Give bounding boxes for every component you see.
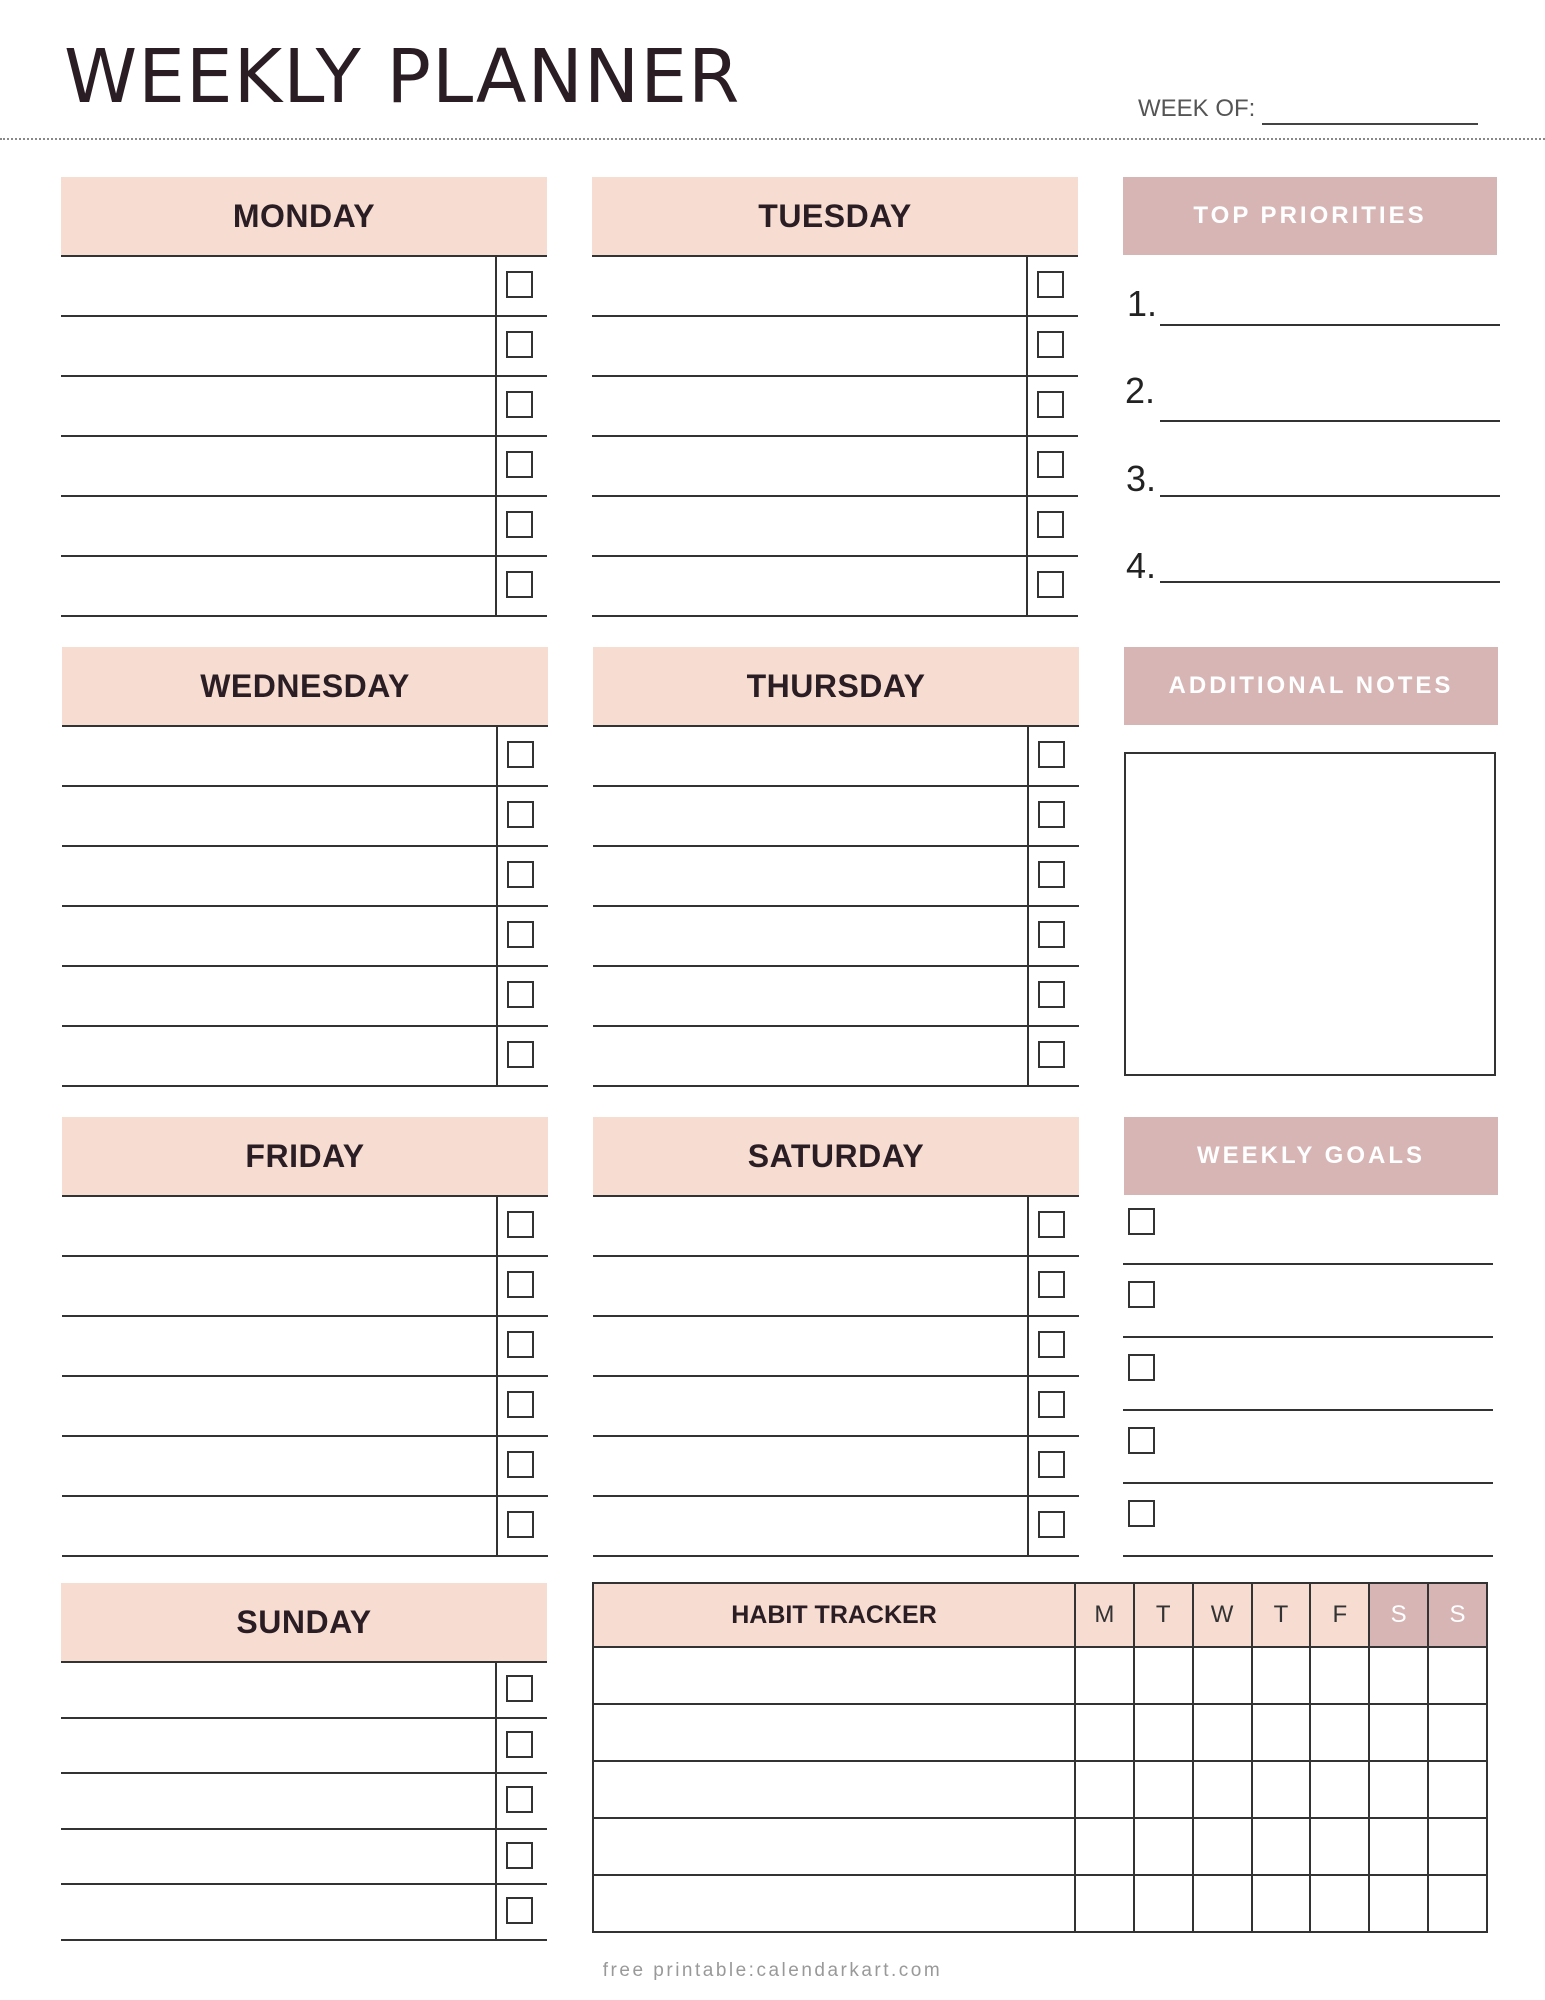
- habit-row: [593, 1818, 1487, 1875]
- day-header-tuesday: TUESDAY: [592, 177, 1078, 257]
- task-checkbox[interactable]: [1038, 1511, 1065, 1538]
- task-row[interactable]: [593, 727, 1079, 787]
- goals-list: [1123, 1192, 1493, 1557]
- task-row[interactable]: [61, 1830, 547, 1886]
- habit-day-wednesday: W: [1193, 1583, 1252, 1647]
- task-checkbox[interactable]: [507, 741, 534, 768]
- task-checkbox[interactable]: [506, 1731, 533, 1758]
- habit-row: [593, 1875, 1487, 1932]
- task-row[interactable]: [592, 377, 1078, 437]
- task-row[interactable]: [62, 1497, 548, 1557]
- day-header-monday: MONDAY: [61, 177, 547, 257]
- task-row[interactable]: [61, 1885, 547, 1941]
- habit-check-cell[interactable]: [1193, 1704, 1252, 1761]
- day-header-wednesday: WEDNESDAY: [62, 647, 548, 727]
- task-row[interactable]: [593, 1257, 1079, 1317]
- task-row[interactable]: [61, 1663, 547, 1719]
- goal-checkbox[interactable]: [1128, 1208, 1155, 1235]
- day-friday: [62, 1117, 548, 1557]
- habit-day-friday: F: [1310, 1583, 1369, 1647]
- goal-row[interactable]: [1123, 1338, 1493, 1411]
- habit-check-cell[interactable]: [1134, 1704, 1193, 1761]
- additional-notes-header: ADDITIONAL NOTES: [1124, 647, 1498, 725]
- task-checkbox[interactable]: [1037, 511, 1064, 538]
- task-row[interactable]: [62, 1317, 548, 1377]
- task-row[interactable]: [62, 1027, 548, 1087]
- task-checkbox[interactable]: [507, 1041, 534, 1068]
- task-checkbox[interactable]: [506, 1842, 533, 1869]
- task-checkbox[interactable]: [507, 1271, 534, 1298]
- task-row[interactable]: [593, 1377, 1079, 1437]
- task-checkbox[interactable]: [506, 271, 533, 298]
- task-checkbox[interactable]: [506, 1897, 533, 1924]
- task-checkbox[interactable]: [507, 1211, 534, 1238]
- habit-name-cell[interactable]: [593, 1875, 1075, 1932]
- day-saturday: [593, 1117, 1079, 1557]
- task-row[interactable]: [593, 1437, 1079, 1497]
- habit-check-cell[interactable]: [1310, 1761, 1369, 1818]
- goal-checkbox[interactable]: [1128, 1354, 1155, 1381]
- habit-check-cell[interactable]: [1193, 1818, 1252, 1875]
- header-divider: [0, 138, 1545, 140]
- priority-field[interactable]: [1160, 420, 1500, 422]
- goal-row[interactable]: [1123, 1484, 1493, 1557]
- task-row[interactable]: [592, 557, 1078, 617]
- habit-day-tuesday: T: [1134, 1583, 1193, 1647]
- task-row[interactable]: [62, 847, 548, 907]
- task-checkbox[interactable]: [506, 1786, 533, 1813]
- habit-check-cell[interactable]: [1134, 1761, 1193, 1818]
- task-checkbox[interactable]: [1038, 741, 1065, 768]
- task-row[interactable]: [62, 1437, 548, 1497]
- day-header-thursday: THURSDAY: [593, 647, 1079, 727]
- task-row[interactable]: [593, 787, 1079, 847]
- task-row[interactable]: [593, 1497, 1079, 1557]
- week-of-label: WEEK OF:: [1138, 95, 1256, 122]
- day-thursday: [593, 647, 1079, 1087]
- habit-check-cell[interactable]: [1075, 1875, 1134, 1932]
- task-checkbox[interactable]: [507, 1451, 534, 1478]
- task-row[interactable]: [61, 497, 547, 557]
- goal-row[interactable]: [1123, 1411, 1493, 1484]
- task-checkbox[interactable]: [1037, 571, 1064, 598]
- habit-check-cell[interactable]: [1252, 1761, 1311, 1818]
- habit-check-cell[interactable]: [1075, 1761, 1134, 1818]
- habit-tracker: [592, 1582, 1488, 1933]
- task-checkbox[interactable]: [507, 1391, 534, 1418]
- day-wednesday: [62, 647, 548, 1087]
- habit-day-saturday: S: [1369, 1583, 1428, 1647]
- task-row[interactable]: [61, 437, 547, 497]
- priority-number: 4.: [1126, 545, 1157, 586]
- task-row[interactable]: [62, 787, 548, 847]
- habit-check-cell[interactable]: [1369, 1818, 1428, 1875]
- priority-number: 2.: [1125, 370, 1156, 411]
- task-checkbox[interactable]: [506, 571, 533, 598]
- task-row[interactable]: [61, 377, 547, 437]
- habit-check-cell[interactable]: [1310, 1647, 1369, 1704]
- habit-name-cell[interactable]: [593, 1704, 1075, 1761]
- goal-checkbox[interactable]: [1128, 1500, 1155, 1527]
- task-checkbox[interactable]: [507, 801, 534, 828]
- habit-check-cell[interactable]: [1193, 1875, 1252, 1932]
- habit-check-cell[interactable]: [1193, 1647, 1252, 1704]
- task-checkbox[interactable]: [1037, 331, 1064, 358]
- task-row[interactable]: [62, 1377, 548, 1437]
- habit-check-cell[interactable]: [1134, 1818, 1193, 1875]
- task-row[interactable]: [62, 1197, 548, 1257]
- habit-check-cell[interactable]: [1369, 1761, 1428, 1818]
- task-row[interactable]: [593, 1317, 1079, 1377]
- priority-number: 3.: [1126, 458, 1157, 499]
- habit-check-cell[interactable]: [1428, 1818, 1487, 1875]
- page-title: WEEKLY PLANNER: [64, 34, 741, 120]
- footer-credit: free printable:calendarkart.com: [602, 1960, 943, 1981]
- task-row[interactable]: [62, 727, 548, 787]
- task-checkbox[interactable]: [1038, 1451, 1065, 1478]
- habit-check-cell[interactable]: [1428, 1761, 1487, 1818]
- habit-check-cell[interactable]: [1428, 1875, 1487, 1932]
- task-row[interactable]: [61, 257, 547, 317]
- task-checkbox[interactable]: [506, 511, 533, 538]
- task-row[interactable]: [593, 1027, 1079, 1087]
- habit-check-cell[interactable]: [1252, 1647, 1311, 1704]
- task-row[interactable]: [61, 557, 547, 617]
- habit-check-cell[interactable]: [1075, 1647, 1134, 1704]
- task-checkbox[interactable]: [1038, 981, 1065, 1008]
- task-row[interactable]: [593, 967, 1079, 1027]
- notes-box[interactable]: [1124, 752, 1496, 1076]
- task-row[interactable]: [61, 1719, 547, 1775]
- task-checkbox[interactable]: [506, 451, 533, 478]
- week-of-field[interactable]: [1262, 123, 1478, 125]
- task-row[interactable]: [62, 967, 548, 1027]
- task-checkbox[interactable]: [1038, 861, 1065, 888]
- habit-check-cell[interactable]: [1134, 1647, 1193, 1704]
- habit-name-cell[interactable]: [593, 1647, 1075, 1704]
- task-checkbox[interactable]: [1037, 391, 1064, 418]
- task-row[interactable]: [593, 907, 1079, 967]
- task-row[interactable]: [592, 257, 1078, 317]
- task-checkbox[interactable]: [506, 331, 533, 358]
- task-row[interactable]: [62, 907, 548, 967]
- priority-field[interactable]: [1160, 581, 1500, 583]
- task-checkbox[interactable]: [1038, 1391, 1065, 1418]
- task-row[interactable]: [61, 1774, 547, 1830]
- task-row[interactable]: [592, 317, 1078, 377]
- task-checkbox[interactable]: [1038, 1211, 1065, 1238]
- habit-tracker-title: HABIT TRACKER: [593, 1583, 1075, 1647]
- task-checkbox[interactable]: [506, 391, 533, 418]
- habit-check-cell[interactable]: [1075, 1704, 1134, 1761]
- habit-row: [593, 1647, 1487, 1704]
- task-checkbox[interactable]: [1038, 1041, 1065, 1068]
- day-monday: [61, 177, 547, 617]
- habit-check-cell[interactable]: [1428, 1647, 1487, 1704]
- goal-row[interactable]: [1123, 1265, 1493, 1338]
- task-checkbox[interactable]: [1038, 1331, 1065, 1358]
- task-row[interactable]: [593, 847, 1079, 907]
- goal-checkbox[interactable]: [1128, 1281, 1155, 1308]
- habit-check-cell[interactable]: [1310, 1875, 1369, 1932]
- weekly-goals-header: WEEKLY GOALS: [1124, 1117, 1498, 1195]
- top-priorities-header: TOP PRIORITIES: [1123, 177, 1497, 255]
- task-checkbox[interactable]: [507, 861, 534, 888]
- task-row[interactable]: [592, 497, 1078, 557]
- goal-checkbox[interactable]: [1128, 1427, 1155, 1454]
- priority-field[interactable]: [1160, 324, 1500, 326]
- habit-name-cell[interactable]: [593, 1761, 1075, 1818]
- habit-day-sunday: S: [1428, 1583, 1487, 1647]
- task-checkbox[interactable]: [1038, 921, 1065, 948]
- task-checkbox[interactable]: [507, 921, 534, 948]
- task-checkbox[interactable]: [1038, 1271, 1065, 1298]
- habit-check-cell[interactable]: [1428, 1704, 1487, 1761]
- habit-check-cell[interactable]: [1310, 1704, 1369, 1761]
- habit-check-cell[interactable]: [1369, 1704, 1428, 1761]
- habit-row: [593, 1704, 1487, 1761]
- habit-day-monday: M: [1075, 1583, 1134, 1647]
- day-header-saturday: SATURDAY: [593, 1117, 1079, 1197]
- task-row[interactable]: [62, 1257, 548, 1317]
- day-header-friday: FRIDAY: [62, 1117, 548, 1197]
- goal-row[interactable]: [1123, 1192, 1493, 1265]
- day-tuesday: [592, 177, 1078, 617]
- task-checkbox[interactable]: [507, 1511, 534, 1538]
- day-sunday: [61, 1583, 547, 1941]
- habit-check-cell[interactable]: [1075, 1818, 1134, 1875]
- habit-check-cell[interactable]: [1252, 1704, 1311, 1761]
- habit-check-cell[interactable]: [1369, 1875, 1428, 1932]
- habit-check-cell[interactable]: [1252, 1818, 1311, 1875]
- habit-check-cell[interactable]: [1252, 1875, 1311, 1932]
- day-header-sunday: SUNDAY: [61, 1583, 547, 1663]
- task-checkbox[interactable]: [1037, 271, 1064, 298]
- task-row[interactable]: [61, 317, 547, 377]
- task-checkbox[interactable]: [1038, 801, 1065, 828]
- task-checkbox[interactable]: [507, 1331, 534, 1358]
- priority-number: 1.: [1127, 283, 1158, 324]
- task-checkbox[interactable]: [506, 1675, 533, 1702]
- priority-field[interactable]: [1160, 495, 1500, 497]
- habit-day-thursday: T: [1252, 1583, 1311, 1647]
- task-row[interactable]: [592, 437, 1078, 497]
- habit-check-cell[interactable]: [1369, 1647, 1428, 1704]
- habit-check-cell[interactable]: [1310, 1818, 1369, 1875]
- habit-row: [593, 1761, 1487, 1818]
- task-checkbox[interactable]: [507, 981, 534, 1008]
- task-checkbox[interactable]: [1037, 451, 1064, 478]
- habit-check-cell[interactable]: [1134, 1875, 1193, 1932]
- habit-name-cell[interactable]: [593, 1818, 1075, 1875]
- habit-check-cell[interactable]: [1193, 1761, 1252, 1818]
- task-row[interactable]: [593, 1197, 1079, 1257]
